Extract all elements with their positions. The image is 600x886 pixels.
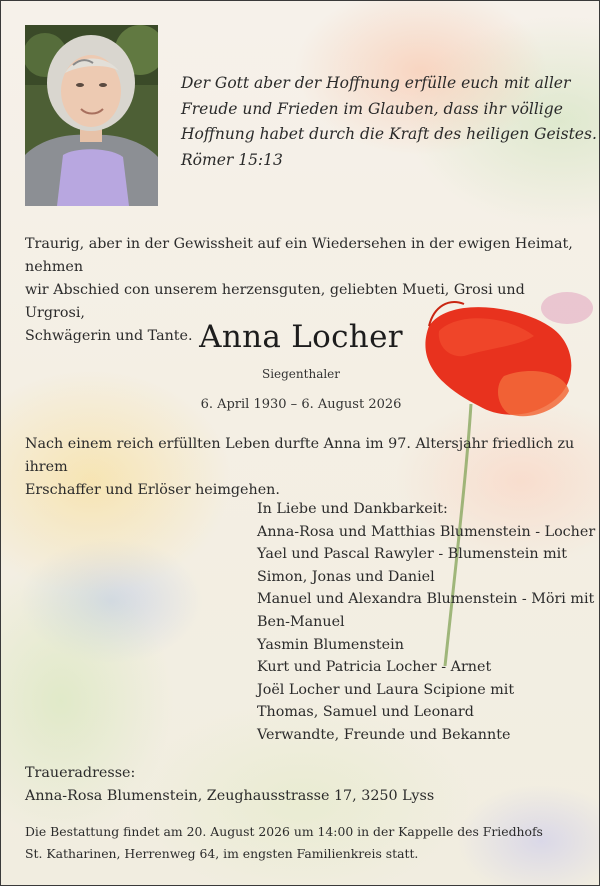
mourner-line: Ben-Manuel <box>257 613 345 630</box>
life-line: Erschaffer und Erlöser heimgehen. <box>25 482 280 498</box>
mourner-line: Verwandte, Freunde und Bekannte <box>257 726 511 743</box>
deceased-name: Anna Locher <box>199 319 403 355</box>
mourner-line: Anna-Rosa und Matthias Blumenstein - Locher <box>257 523 596 540</box>
funeral-line: St. Katharinen, Herrenweg 64, im engsten Familienkreis statt. <box>25 846 419 861</box>
verse-line: Hoffnung habet durch die Kraft des heiligen Geistes. <box>181 125 597 143</box>
verse-reference: Römer 15:13 <box>181 150 283 169</box>
portrait-image <box>25 25 158 206</box>
mourners-heading: In Liebe und Dankbarkeit: <box>257 501 448 517</box>
verse-line: Der Gott aber der Hoffnung erfülle euch mit aller <box>181 74 571 92</box>
address-value: Anna-Rosa Blumenstein, Zeughausstrasse 17, 3250 Lyss <box>25 788 435 804</box>
mourner-line: Simon, Jonas und Daniel <box>257 568 435 585</box>
funeral-line: Die Bestattung findet am 20. August 2026 um 14:00 in der Kappelle des Friedhofs <box>25 824 543 839</box>
intro-line: Schwägerin und Tante. <box>25 328 193 344</box>
address-label: Traueradresse: <box>25 765 136 781</box>
maiden-name: Siegenthaler <box>261 367 341 381</box>
mourner-line: Yael und Pascal Rawyler - Blumenstein mit <box>257 546 568 563</box>
mourner-line: Thomas, Samuel und Leonard <box>257 704 474 721</box>
mourner-line: Yasmin Blumenstein <box>257 636 404 653</box>
intro-line: wir Abschied con unserem herzensguten, geliebten Mueti, Grosi und Urgrosi, <box>25 282 525 321</box>
life-line: Nach einem reich erfüllten Leben durfte Anna im 97. Altersjahr friedlich zu ihrem <box>25 436 575 475</box>
mourner-line: Kurt und Patricia Locher - Arnet <box>257 659 492 676</box>
life-dates: 6. April 1930 – 6. August 2026 <box>200 397 402 412</box>
mourning-address <box>25 762 585 808</box>
portrait-photo <box>25 25 158 206</box>
mourner-line: Joël Locher und Laura Scipione mit <box>257 681 515 698</box>
verse-line: Freude und Frieden im Glauben, dass ihr völlige <box>181 99 563 118</box>
funeral-notice <box>25 821 585 865</box>
mourners-list <box>257 498 596 747</box>
intro-line: Traurig, aber in der Gewissheit auf ein Wiedersehen in der ewigen Heimat, nehmen <box>25 236 573 275</box>
life-text <box>25 433 585 502</box>
bible-verse <box>181 71 597 173</box>
mourner-line: Manuel und Alexandra Blumenstein - Möri mit <box>257 591 595 608</box>
